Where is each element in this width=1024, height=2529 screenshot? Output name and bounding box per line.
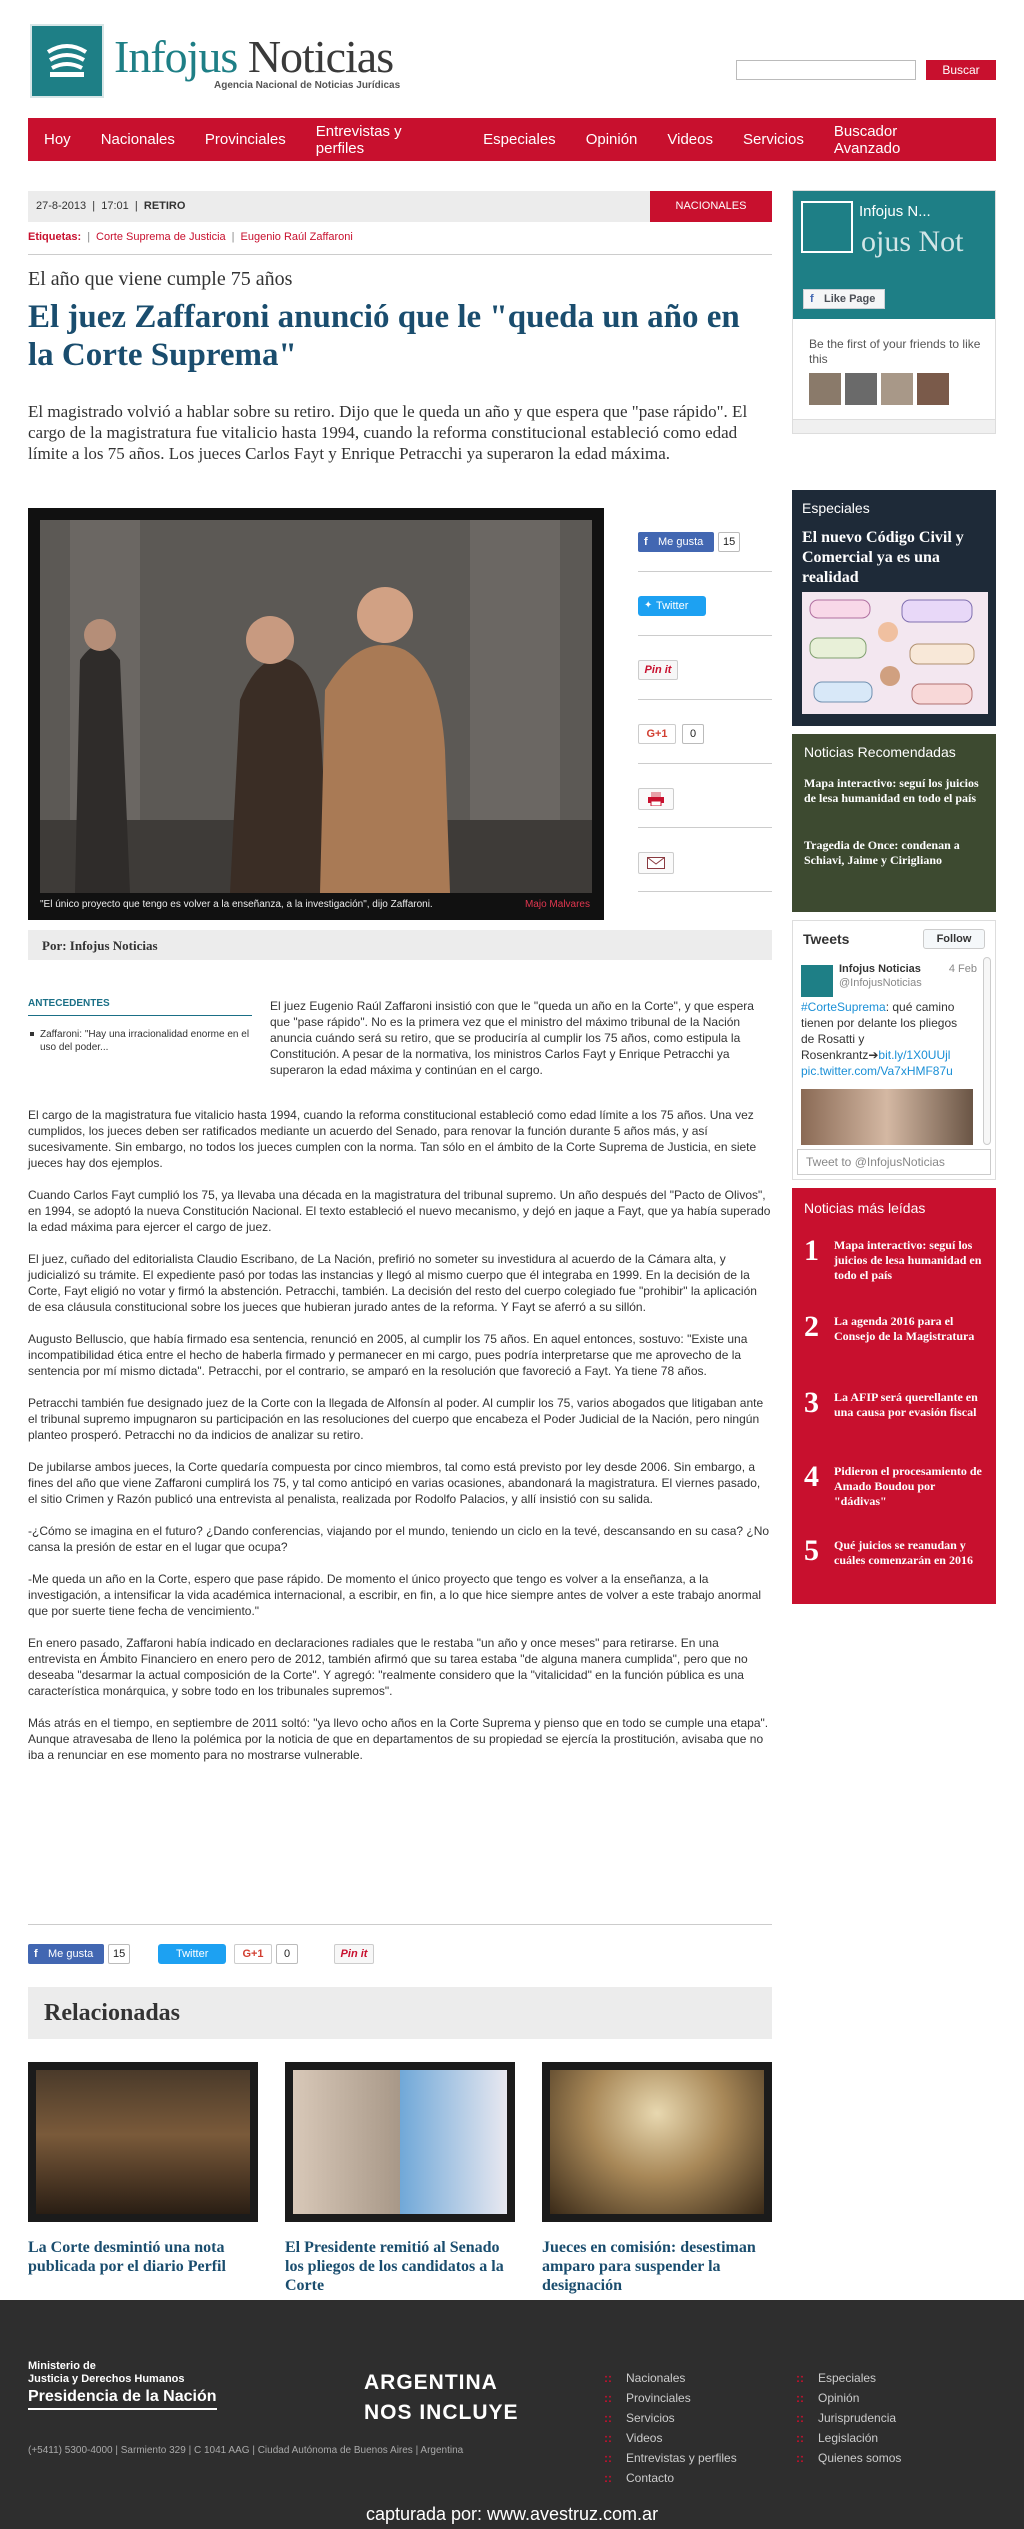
byline-bar: Por: Infojus Noticias <box>28 930 772 960</box>
fb-friends-text: Be the first of your friends to like this <box>809 337 981 366</box>
footer-link[interactable]: :: Provinciales <box>604 2388 737 2408</box>
printer-icon <box>647 792 665 806</box>
related-title[interactable]: La Corte desmintió una nota publicada por el diario Perfil <box>28 2239 226 2275</box>
rank-number: 2 <box>804 1310 819 1343</box>
article-paragraph: Cuando Carlos Fayt cumplió los 75, ya llevaba una década en la magistratura del tribunal supremo. Un año después del "Pacto de Olivos", en 1994, se adoptó la nueva Constitución Nacional. El texto estableció el nuevo mecanismo, y dejó en jaque a Fayt, que ya había superado la edad máxima para ejercer el cargo de juez. <box>28 1188 771 1234</box>
section-badge[interactable]: NACIONALES <box>650 191 772 222</box>
fb-like-button[interactable]: f Me gusta <box>638 532 714 552</box>
fb-cover[interactable] <box>793 191 995 319</box>
search-button[interactable]: Buscar <box>926 60 996 80</box>
gplus-count: 0 <box>682 724 704 744</box>
facebook-page-widget <box>792 190 996 434</box>
most-read-label: Noticias más leídas <box>804 1200 926 1216</box>
search-input[interactable] <box>736 60 916 80</box>
photo-credit: Majo Malvares <box>524 899 590 910</box>
footer-link[interactable]: :: Contacto <box>604 2468 737 2488</box>
footer-link[interactable]: :: Quienes somos <box>796 2448 901 2468</box>
divider <box>28 254 772 255</box>
nav-item-nacionales[interactable]: Nacionales <box>100 131 175 148</box>
avatar[interactable] <box>801 965 833 997</box>
twitter-widget <box>792 920 996 1180</box>
avatar[interactable] <box>845 373 877 405</box>
follow-button[interactable]: Follow <box>923 929 985 949</box>
article-paragraph: El juez, cuñado del editorialista Claudio Escribano, de La Nación, prefirió no someter su investidura al acuerdo de la Cámara alta, y judicializó su trámite. El expediente pasó por todas las instancias y llegó al mismo cuerpo que él integraba en 1999. En la decisión de la Corte, Fayt eligió no votar y firmó la abstención. Petracchi, también. La decisión del resto del cuerpo colegiado fue "prohibir" la aplicación de esa cláusula constitucional sobre los jueces que hubieran jurado antes de la reforma. Y Fayt se aferró a su sillón. <box>28 1252 757 1314</box>
tweet-date[interactable]: 4 Feb <box>948 963 977 975</box>
site-tagline: Agencia Nacional de Noticias Jurídicas <box>214 80 401 91</box>
article-paragraph: En enero pasado, Zaffaroni había indicado en declaraciones radiales que le restaba "un año y once meses" para retirarse. En una entrevista en Ámbito Financiero en enero pero de 2012, también afirmó que su tarea estaba "de alguna manera cumplida", pero que no deseaba "desarmar la actual composición de la Corte". Y agregó: "realmente considero que la "vitalicidad" en la función pública es una característica monárquica, y sobre todo en los tribunales supremos". <box>28 1636 748 1698</box>
rank-number: 1 <box>804 1234 819 1267</box>
tweet-author[interactable]: Infojus Noticias <box>839 963 921 975</box>
site-footer <box>0 2300 1024 2529</box>
email-button[interactable] <box>638 852 674 874</box>
logo-icon[interactable] <box>30 24 104 98</box>
related-item[interactable] <box>28 2062 258 2276</box>
especiales-box[interactable] <box>792 490 996 726</box>
footer-link[interactable]: :: Servicios <box>604 2408 737 2428</box>
related-item[interactable] <box>542 2062 772 2295</box>
related-item[interactable] <box>285 2062 515 2295</box>
especiales-image[interactable] <box>802 592 988 714</box>
fb-like-button[interactable]: f Me gusta <box>28 1944 104 1964</box>
tags-row: Etiquetas: | Corte Suprema de Justicia | Eugenio Raúl Zaffaroni <box>28 231 353 243</box>
nav-item-especiales[interactable]: Especiales <box>483 131 556 148</box>
article-kicker: El año que viene cumple 75 años <box>28 268 293 290</box>
tweet-hashtag[interactable]: #CorteSuprema <box>801 1000 886 1014</box>
most-read-box <box>792 1188 996 1604</box>
ministry-logo[interactable]: Ministerio de Justicia y Derechos Humanos <box>28 2360 185 2385</box>
twitter-button[interactable]: Twitter <box>638 596 706 616</box>
most-read-link[interactable]: Pidieron el procesamiento de Amado Boudou por "dádivas" <box>834 1464 982 1508</box>
nav-item-servicios[interactable]: Servicios <box>742 131 804 148</box>
rank-number: 3 <box>804 1386 819 1419</box>
recomendadas-label: Noticias Recomendadas <box>804 744 956 760</box>
antecedentes-box <box>28 998 252 1054</box>
divider <box>28 1924 772 1925</box>
pinit-button[interactable]: Pin it <box>334 1944 374 1964</box>
tweet-text: #CorteSuprema: qué camino tienen por delante los pliegos de Rosatti y Rosenkrantz➔bit.ly/1X0UUjl pic.twitter.com/Va7xHMF87u <box>801 1000 958 1078</box>
tweet-handle[interactable]: @InfojusNoticias <box>839 977 922 989</box>
antecedentes-title: ANTECEDENTES <box>28 998 252 1016</box>
article-lead: El magistrado volvió a hablar sobre su retiro. Dijo que le queda un año y que espera que "pase rápido". El cargo de la magistratura fue vitalicio hasta 1994, cuando la reforma constitucional estableció como edad límite a los 75 años. Los jueces Carlos Fayt y Enrique Petracchi ya superaron la edad máxima. <box>28 402 748 463</box>
article-paragraph: -¿Cómo se imagina en el futuro? ¿Dando conferencias, viajando por el mundo, teniendo un ciclo en la tevé, descansando en su casa? ¿No cansa la presión de estar en el lugar que ocupa? <box>28 1524 770 1554</box>
nav-item-entrevistas[interactable]: Entrevistas y perfiles <box>315 122 402 157</box>
tweet-link[interactable]: pic.twitter.com/Va7xHMF87u <box>801 1064 953 1078</box>
footer-link[interactable]: :: Videos <box>604 2428 737 2448</box>
footer-links-col2 <box>796 2368 901 2468</box>
footer-links-col1 <box>604 2368 737 2488</box>
antecedentes-link[interactable]: Zaffaroni: "Hay una irracionalidad enorme en el uso del poder... <box>28 1028 252 1054</box>
site-title[interactable]: Infojus Noticias <box>114 31 394 82</box>
tweet-link[interactable]: bit.ly/1X0UUjl <box>878 1048 951 1062</box>
photo-image[interactable] <box>40 520 592 893</box>
fb-faces <box>809 373 949 405</box>
article-paragraph: El cargo de la magistratura fue vitalicio hasta 1994, cuando la reforma constitucional estableció como edad límite a los 75 años. Una vez cumplidos, los jueces deben ser ratificados mediante un acuerdo del Senado, para renovar la función durante 5 años más, y así sucesivamente. Sin embargo, no todos los jueces cumplen con la norma. Tan sólo en el ámbito de la Corte Suprema de Justicia, en siete jueces hay dos ejemplos. <box>28 1108 757 1170</box>
tag-link[interactable]: Corte Suprema de Justicia <box>96 231 226 243</box>
article-body <box>28 1107 772 1779</box>
avatar[interactable] <box>917 373 949 405</box>
gplus-button[interactable]: G+1 <box>234 1944 272 1964</box>
most-read-link[interactable]: La AFIP será querellante en una causa por evasión fiscal <box>834 1390 978 1419</box>
recomendadas-box <box>792 734 996 912</box>
article-paragraph: El juez Eugenio Raúl Zaffaroni insistió con que le "queda un año en la Corte", y que espera que "pase rápido". No es la primera vez que el ministro del máximo tribunal de la Nación anuncia cuándo será su retiro, que se produciría al cumplir los 75 años, como estipula la Constitución. A pesar de la normativa, los ministros Carlos Fayt y Enrique Petracchi ya superaron la edad máxima y continúan en el cargo. <box>270 999 754 1077</box>
related-thumbnail[interactable] <box>28 2062 258 2222</box>
fb-like-count: 15 <box>718 532 740 552</box>
tweets-label: Tweets <box>803 931 850 947</box>
fb-cover-text: ojus Not <box>861 225 964 258</box>
tweet-to-input[interactable]: Tweet to @InfojusNoticias <box>797 1149 991 1175</box>
nav-item-hoy[interactable]: Hoy <box>44 131 71 148</box>
tweet-image[interactable] <box>801 1089 973 1145</box>
article-headline: El juez Zaffaroni anunció que le "queda un año en la Corte Suprema" <box>28 299 740 373</box>
fb-page-logo-icon <box>801 201 853 253</box>
envelope-icon <box>647 857 665 869</box>
most-read-link[interactable]: Mapa interactivo: seguí los juicios de lesa humanidad en todo el país <box>834 1238 982 1282</box>
photo-caption: "El único proyecto que tengo es volver a la enseñanza, a la investigación", dijo Zaffaroni. <box>40 899 433 910</box>
article-paragraph: Petracchi también fue designado juez de la Corte con la llegada de Alfonsín al poder. Al cumplir los 75, varios abogados que litigaban ante el tribunal supremo impugnaron su participación en las resoluciones del cuerpo que encabeza el Poder Judicial de la Nación, pero ningún planteo prosperó. Petracchi no da indicios de analizar su retiro. <box>28 1396 764 1442</box>
twitter-button[interactable]: Twitter <box>158 1944 226 1964</box>
especiales-title[interactable]: El nuevo Código Civil y Comercial ya es una realidad <box>802 529 964 586</box>
related-title[interactable]: El Presidente remitió al Senado los pliegos de los candidatos a la Corte <box>285 2239 504 2294</box>
fb-like-count: 15 <box>108 1944 130 1964</box>
avatar[interactable] <box>809 373 841 405</box>
article-paragraph: Augusto Belluscio, que había firmado esa sentencia, renunció en 2005, al cumplir los 75 años. En aquel entonces, sostuvo: "Existe una incompatibilidad ética entre el hecho de haberla firmado y permanecer en mi cargo, pues podría interpretarse que me aprovecho de la sentencia por mí mismo dictada". Petracchi, por el contrario, se amparó en la resolución que favoreció a Fayt. Ya tiene 78 años. <box>28 1332 748 1378</box>
footer-link[interactable]: :: Nacionales <box>604 2368 737 2388</box>
gplus-count: 0 <box>276 1944 298 1964</box>
rank-number: 4 <box>804 1460 819 1493</box>
argentina-logo[interactable]: ARGENTINA NOS INCLUYE <box>364 2371 519 2424</box>
share-bar-bottom <box>28 1944 772 1964</box>
footer-link[interactable]: :: Especiales <box>796 2368 901 2388</box>
related-thumbnail[interactable] <box>285 2062 515 2222</box>
main-nav <box>28 118 996 161</box>
most-read-link[interactable]: Qué juicios se reanudan y cuáles comenzarán en 2016 <box>834 1538 973 1567</box>
horizontal-scrollbar[interactable] <box>793 419 995 433</box>
related-title[interactable]: Jueces en comisión: desestiman amparo para suspender la designación <box>542 2239 756 2294</box>
article-paragraph: De jubilarse ambos jueces, la Corte quedaría compuesta por cinco miembros, tal como está previsto por ley desde 2006. Sin embargo, a fines del año que viene Zaffaroni cumplirá los 75, y tal como anticipó en varias ocasiones, abandonará la magistratura. El viernes pasado, el sitio Crimen y Razón publicó una entrevista al penalista, realizada por Rodolfo Palacios, y allí insistió con su salida. <box>28 1460 761 1506</box>
related-header: Relacionadas <box>28 1987 772 2039</box>
most-read-link[interactable]: La agenda 2016 para el Consejo de la Magistratura <box>834 1314 975 1343</box>
recomendada-link[interactable]: Tragedia de Once: condenan a Schiavi, Jaime y Cirigliano <box>804 838 960 867</box>
presidency-label[interactable]: Presidencia de la Nación <box>28 2388 217 2410</box>
tag-link[interactable]: Eugenio Raúl Zaffaroni <box>240 231 353 243</box>
avatar[interactable] <box>881 373 913 405</box>
share-sidebar <box>638 508 772 892</box>
article-meta-bar <box>28 191 772 222</box>
rank-number: 5 <box>804 1534 819 1567</box>
article-date: 27-8-2013 | 17:01 | RETIRO <box>36 200 186 212</box>
print-button[interactable] <box>638 788 674 810</box>
nav-item-buscador[interactable]: Buscador Avanzado <box>833 122 901 157</box>
footer-address: (+5411) 5300-4000 | Sarmiento 329 | C 1041 AAG | Ciudad Autónoma de Buenos Aires | Argentina <box>28 2445 464 2456</box>
footer-link[interactable]: :: Legislación <box>796 2428 901 2448</box>
footer-link[interactable]: :: Jurisprudencia <box>796 2408 901 2428</box>
footer-link[interactable]: :: Entrevistas y perfiles <box>604 2448 737 2468</box>
especiales-label: Especiales <box>802 500 870 516</box>
footer-link[interactable]: :: Opinión <box>796 2388 901 2408</box>
nav-item-videos[interactable]: Videos <box>667 131 713 148</box>
nav-item-opinion[interactable]: Opinión <box>585 131 638 148</box>
pinit-button[interactable]: Pin it <box>638 660 678 680</box>
recomendada-link[interactable]: Mapa interactivo: seguí los juicios de lesa humanidad en todo el país <box>804 776 979 805</box>
twitter-bird-icon: ✦ <box>644 600 653 611</box>
fb-like-page-button[interactable]: f Like Page <box>803 289 885 309</box>
article-photo <box>28 508 604 920</box>
related-thumbnail[interactable] <box>542 2062 772 2222</box>
site-header <box>28 0 996 115</box>
gplus-button[interactable]: G+1 <box>638 724 676 744</box>
capture-credit: capturada por: www.avestruz.com.ar <box>365 2504 659 2524</box>
nav-item-provinciales[interactable]: Provinciales <box>204 131 286 148</box>
article-paragraph: -Me queda un año en la Corte, espero que pase rápido. De momento el único proyecto que tengo es volver a la enseñanza, a la investigación, a intensificar la vida académica internacional, a escribir, en fin, a lo que hice siempre antes de volver a este trabajo anormal que por suerte tiene fecha de vencimiento." <box>28 1572 762 1618</box>
fb-page-name[interactable]: Infojus N... <box>859 203 931 220</box>
article-paragraph: Más atrás en el tiempo, en septiembre de 2011 soltó: "ya llevo ocho años en la Corte Suprema y pienso que en todo se cumple una etapa". Aunque atravesaba de lleno la polémica por la noticia de que en departamentos de su propiedad se ejercía la prostitución, avisaba que no iba a renunciar en ese momento para no mostrarse vulnerable. <box>28 1716 769 1762</box>
vertical-scrollbar[interactable] <box>983 957 991 1145</box>
